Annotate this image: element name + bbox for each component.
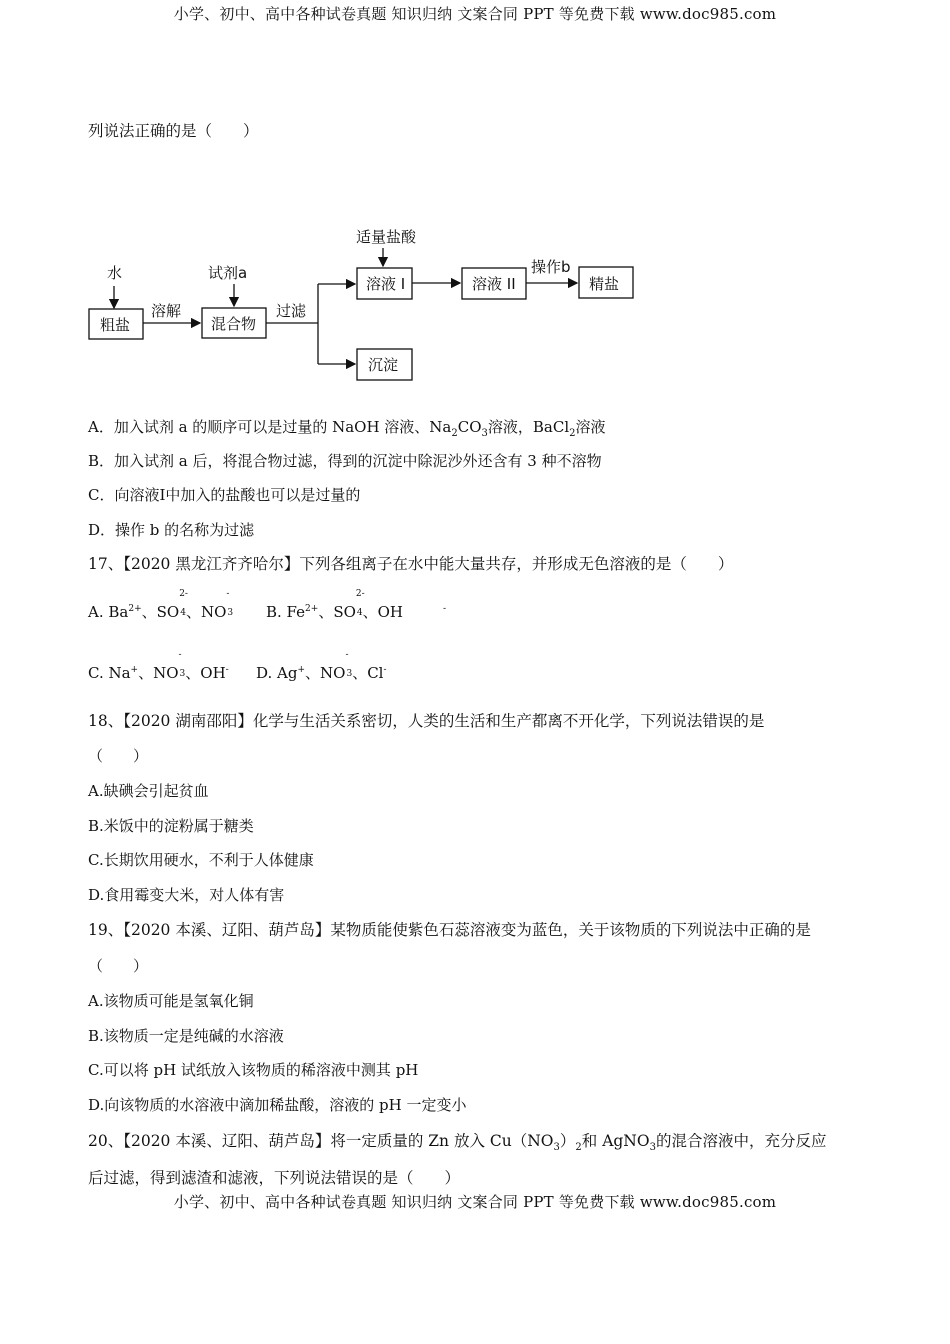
page-header: 小学、初中、高中各种试卷真题 知识归纳 文案合同 PPT 等免费下载 www.doc985.com [173,5,777,23]
q18-option-d: D.食用霉变大米，对人体有害 [88,886,285,904]
label-dissolve: 溶解 [151,302,182,320]
label-solution2: 溶液 II [472,275,516,293]
label-mixture: 混合物 [211,315,257,333]
q19-paren: （ ） [88,957,149,975]
question-intro: 列说法正确的是（ ） [88,122,259,140]
q19-option-c: C.可以将 pH 试纸放入该物质的稀溶液中测其 pH [88,1061,419,1079]
page-footer: 小学、初中、高中各种试卷真题 知识归纳 文案合同 PPT 等免费下载 www.doc985.com [173,1193,777,1211]
label-reagent-a: 试剂a [208,264,248,282]
q19-stem: 19、【2020 本溪、辽阳、葫芦岛】某物质能使紫色石蕊溶液变为蓝色，关于该物质的下列说法中正确的是 [88,921,811,939]
q18-stem: 18、【2020 湖南邵阳】化学与生活关系密切，人类的生活和生产都离不开化学，下列说法错误的是 [88,712,765,730]
q19-option-d: D.向该物质的水溶液中滴加稀盐酸，溶液的 pH 一定变小 [88,1096,467,1114]
label-solution1: 溶液 I [366,275,406,293]
q19-option-a: A.该物质可能是氢氧化铜 [88,992,254,1010]
q18-option-c: C.长期饮用硬水，不利于人体健康 [88,851,314,869]
label-hcl: 适量盐酸 [356,228,417,246]
q16-option-c: C．向溶液Ⅰ中加入的盐酸也可以是过量的 [88,486,361,504]
q16-option-d: D．操作 b 的名称为过滤 [88,521,255,539]
q18-option-a: A.缺碘会引起贫血 [88,782,209,800]
q19-option-b: B.该物质一定是纯碱的水溶液 [88,1027,284,1045]
q17-option-b: B. $Fe^{2+}$、SO 2- 4、OH - [266,589,447,621]
q16-option-b: B．加入试剂 a 后，将混合物过滤，得到的沉淀中除泥沙外还含有 3 种不溶物 [88,452,602,470]
q18-option-b: B.米饭中的淀粉属于糖类 [88,817,254,835]
label-operation-b: 操作b [531,258,571,276]
q17-option-c: C. Na+、NO - 3、OH- [88,650,229,682]
label-crude-salt: 粗盐 [100,316,131,334]
q18-paren: （ ） [88,747,149,765]
label-filter: 过滤 [276,302,307,320]
q17-stem: 17、【2020 黑龙江齐齐哈尔】下列各组离子在水中能大量共存，并形成无色溶液的是（ ） [88,555,734,573]
q16-option-a: A．加入试剂 a 的顺序可以是过量的 NaOH 溶液、$Na_2CO_3$溶液，BaCl$_2$溶液 [88,418,606,439]
q17-option-d: D. Ag+、NO - 3、Cl- [256,650,387,682]
q20-stem: 20、【2020 本溪、辽阳、葫芦岛】将一定质量的 Zn 放入 $Cu(NO_3)_2$和 AgNO$_3$的混合溶液中，充分反应 [88,1132,827,1154]
salt-purification-flowchart [80,218,660,388]
q17-option-a: A. $Ba^{2+}$、SO 2- 4、NO - 3 [88,589,234,621]
label-precipitate: 沉淀 [368,356,399,374]
label-fine-salt: 精盐 [589,275,620,293]
q20-stem-line2: 后过滤，得到滤渣和滤液，下列说法错误的是（ ） [88,1169,461,1187]
label-water: 水 [107,264,123,282]
